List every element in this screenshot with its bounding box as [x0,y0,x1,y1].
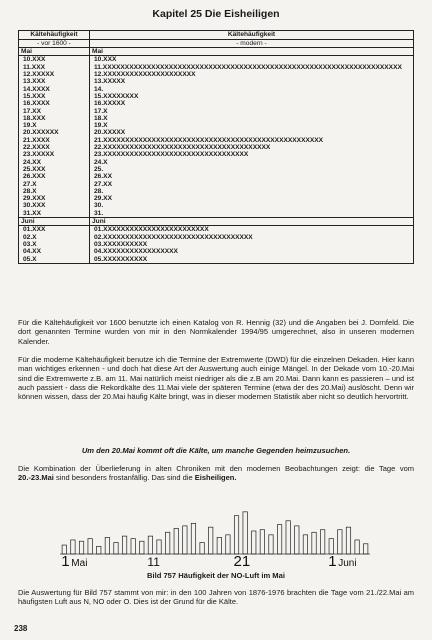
chart-bar [252,531,256,554]
col2-subheader: - modern - [90,39,414,48]
chart-bar [260,530,264,554]
chart-bar [200,543,204,555]
chart-bar [183,526,187,554]
chart-bar [97,546,101,554]
old-day-entry: 16.XXXX [23,100,50,108]
table-header-row [19,31,414,40]
chart-bar [303,535,307,554]
chart-bar [157,540,161,554]
old-day-entry: 27.X [23,180,37,188]
modern-day-entry: 27.XX [94,180,112,188]
chapter-title: Kapitel 25 Die Eisheiligen [152,8,280,20]
chart-bar [363,544,367,554]
chart-bar [88,539,92,554]
modern-day-entry: 04.XXXXXXXXXXXXXXXXX [94,248,178,256]
old-day-entry: 15.XXX [23,92,46,100]
modern-day-entry: 05.XXXXXXXXXX [94,255,148,263]
old-day-entry: 05.X [23,255,37,263]
data-row [19,226,414,263]
old-day-entry: 03.X [23,240,37,248]
old-day-entry: 26.XXX [23,173,46,181]
modern-day-entry: 24.X [94,158,108,166]
old-day-entry: 30.XXX [23,202,46,210]
chart-bar [114,543,118,555]
col2-month-label: Mai [90,48,414,56]
modern-day-entry: 23.XXXXXXXXXXXXXXXXXXXXXXXXXXXXXXXXX [94,151,249,159]
old-day-entry: 02.X [23,233,37,241]
chart-bar [217,537,221,554]
modern-day-entry: 03.XXXXXXXXXX [94,240,148,248]
page-number: 238 [14,624,28,633]
modern-day-entry: 28. [94,187,104,195]
chart-bar [312,532,316,554]
chart-bar [355,540,359,554]
modern-column-cell [90,56,414,218]
old-day-entry: 23.XXXXX [23,151,55,159]
old-day-entry: 28.X [23,187,37,195]
modern-day-entry: 15.XXXXXXXX [94,92,139,100]
chart-bar [79,541,83,554]
modern-column-cell [90,226,414,263]
conclusion-text-a: Die Kombination der Überlieferung in alten Chroniken mit den modernen Beobachtungen zeigt: die Tage vom [18,464,414,473]
old-day-entry: 29.XXX [23,195,46,203]
modern-day-entry: 29.XX [94,195,112,203]
chart-bar [286,521,290,554]
chart-bar [226,535,230,554]
old-day-entry: 14.XXXX [23,85,50,93]
chart-x-label: 1 [328,553,337,568]
modern-day-entry: 22.XXXXXXXXXXXXXXXXXXXXXXXXXXXXXXXXXXXXXX [94,144,271,152]
chart-bar [71,540,75,554]
paragraph-figure-note: Die Auswertung für Bild 757 stammt von mir: in den 100 Jahren von 1876-1976 brachten die Tage vom 21./22.Mai am häufigsten Luft aus N, NO oder O. Dies ist der Grund für die Kälte. [18,588,414,607]
chart-x-label: 1 [61,553,70,568]
paragraph-modern-method: Für die moderne Kältehäufigkeit benutze ich die Termine der Extremwerte (DWD) für die einzelnen Dekaden. Hier kann man wichtiges erkennen - und doch hat diese Art der Auswertung auch einige Mängel. In der Dekade vom 10.-20.Mai sind die Extremwerte z.B. am 11. Mai natürlich meist niedriger als die z.B am 20.Mai. Dann kann es passieren – und ist auch passiert - dass die Rekordkälte des 11.Mai viele der späteren Termine (etwa der des 20.Mai) auslöscht. Denn wir können wissen, dass der 20.Mai häufig Kälte bringt, was in dieser modernen Statistik aber nicht so deutlich hervortritt. [18,355,414,402]
modern-day-entry: 17.X [94,107,108,115]
modern-day-entry: 21.XXXXXXXXXXXXXXXXXXXXXXXXXXXXXXXXXXXXXXXXXXXXXXXXXX [94,136,324,144]
old-column-cell [19,56,90,218]
chart-bar [148,536,152,554]
modern-day-entry: 13.XXXXX [94,78,126,86]
col2-month-label: Juni [90,218,414,226]
modern-day-entry: 18.X [94,114,108,122]
chart-bar [208,527,212,554]
chart-bar [338,530,342,554]
modern-day-entry: 31. [94,209,104,217]
modern-day-entry: 14. [94,85,104,93]
chart-bar [329,539,333,554]
col2-header: Kältehäufigkeit [90,31,414,40]
col1-month-label: Mai [19,48,90,56]
chart-x-label: Mai [71,558,88,568]
chart-bar [269,535,273,554]
figure-caption: Bild 757 Häufigkeit der NO-Luft im Mai [147,571,285,580]
old-day-entry: 10.XXX [23,56,46,64]
conclusion-eisheiligen: Eisheiligen. [194,473,237,483]
modern-day-entry: 02.XXXXXXXXXXXXXXXXXXXXXXXXXXXXXXXXXX [94,233,253,241]
paragraph-sources: Für die Kältehäufigkeit vor 1600 benutzte ich einen Katalog von R. Hennig (32) und die Angaben bei J. Dornfeld. Die dort genannten Termine wurden von mir in den Normkalender 1994/95 umgerechnet, also in unseren modernen Kalender. [18,318,414,346]
cold-frequency-table [18,30,414,264]
old-day-entry: 11.XXX [23,63,45,71]
chart-bar [122,536,126,554]
old-day-entry: 20.XXXXXX [23,129,59,137]
chart-bar [320,530,324,554]
chart-bar [346,527,350,554]
old-day-entry: 25.XXX [23,165,46,173]
old-day-entry: 01.XXX [23,226,46,234]
old-day-entry: 31.XX [23,209,41,217]
chart-bar [191,523,195,554]
chart-bar [243,512,247,554]
chart-bar [165,532,169,554]
old-day-entry: 19.X [23,122,37,130]
modern-day-entry: 01.XXXXXXXXXXXXXXXXXXXXXXXX [94,226,209,234]
month-row [19,48,414,56]
month-row [19,218,414,226]
col1-subheader: - vor 1600 - [19,39,90,48]
modern-day-entry: 16.XXXXX [94,100,126,108]
paragraph-conclusion [18,464,414,483]
modern-day-entry: 20.XXXXX [94,129,126,137]
old-day-entry: 21.XXXX [23,136,50,144]
table-subheader-row [19,39,414,48]
emphasis-line: Um den 20.Mai kommt oft die Kälte, um manche Gegenden heimzusuchen. [81,446,351,455]
chart-bar [295,526,299,554]
old-column-cell [19,226,90,263]
chart-bar [140,541,144,554]
modern-day-entry: 11.XXXXXXXXXXXXXXXXXXXXXXXXXXXXXXXXXXXXXXXXXXXXXXXXXXXXXXXXXXXXXXXXXXXX [94,63,402,71]
modern-day-entry: 19.X [94,122,108,130]
old-day-entry: 13.XXX [23,78,46,86]
old-day-entry: 24.XX [23,158,41,166]
modern-day-entry: 25. [94,165,104,173]
conclusion-dates: 20.-23.Mai [18,473,54,483]
old-day-entry: 22.XXXX [23,144,50,152]
modern-day-entry: 10.XXX [94,56,117,64]
old-day-entry: 17.XX [23,107,41,115]
chart-bar [277,525,281,554]
table-body [19,31,414,264]
chart-x-label: Juni [338,558,357,568]
chart-bar [234,516,238,554]
chart-x-label: 11 [147,555,160,568]
modern-day-entry: 30. [94,202,104,210]
modern-day-entry: 12.XXXXXXXXXXXXXXXXXXXXX [94,71,196,79]
ne-air-frequency-chart [60,506,370,568]
conclusion-text-c: sind besonders frostanfällig. Das sind die [53,473,195,483]
data-row [19,56,414,218]
old-day-entry: 12.XXXXX [23,71,55,79]
modern-day-entry: 26.XX [94,173,112,181]
old-day-entry: 04.XX [23,248,41,256]
col1-header: Kältehäufigkeit [19,31,90,40]
chart-bar [105,537,109,554]
chart-bar [131,539,135,554]
chart-bar [174,528,178,554]
chart-x-label: 21 [233,553,251,568]
col1-month-label: Juni [19,218,90,226]
old-day-entry: 18.XXX [23,114,46,122]
